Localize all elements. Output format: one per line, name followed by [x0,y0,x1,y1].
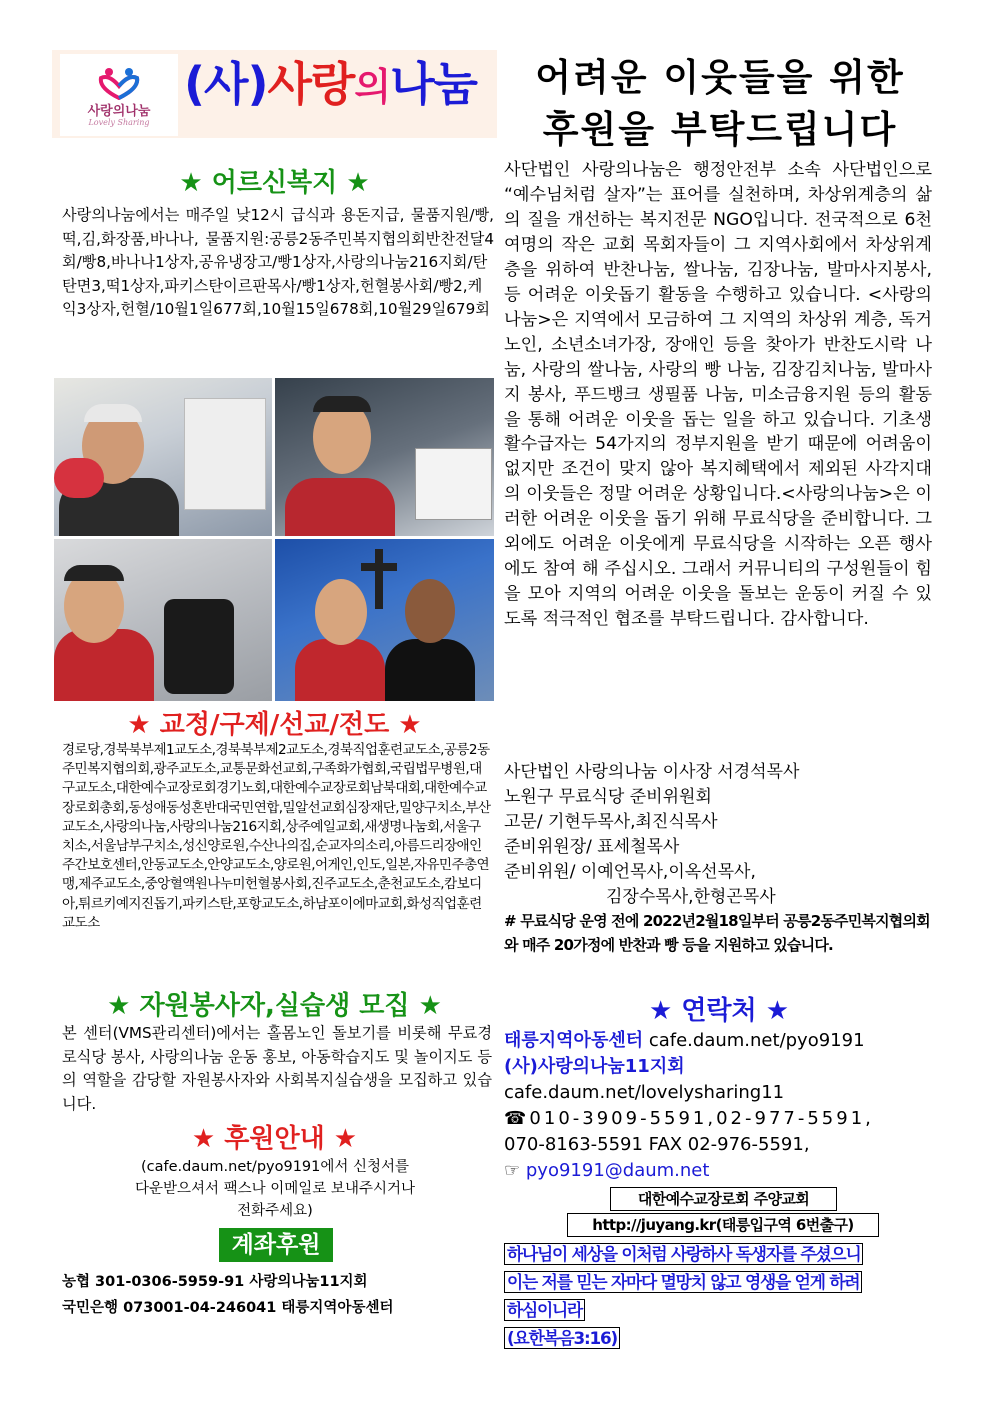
photo-delivery [275,378,494,536]
support-instructions [100,1156,450,1222]
star-icon: ★ [127,710,151,740]
bank-account-nonghyup: 농협 301-0306-5959-91 사랑의나눔11지회 [62,1274,368,1290]
org-prefix: (사) [184,57,268,111]
elder-welfare-heading [52,162,497,199]
note-text: # 무료식당 운영 전에 2022년2월18일부터 공릉2동주민복지협의회와 매주 20가정에 반찬과 빵 등을 지원하고 있습니다. [504,912,930,954]
church-name: 대한예수교장로회 주양교회 [610,1187,837,1211]
contact-center-name: 태릉지역아동센터 [504,1030,644,1051]
mission-text: 경로당,경북북부제1교도소,경북북부제2교도소,경북직업훈련교도소,공릉2동주민복지협의회,광주교도소,교통문화선교회,구족화가협회,국립법무병원,대구교도소,대한예수교장로회경기노회,대한예수교장로회남북대회,대한예수교장로회총회,동성애동성혼반대국민연합,밀알선교회심장재단,밀양구치소,부산교도소,사랑의나눔,사랑의나눔216지회,상주예일교회,새생명나눔회,서울구치소,서울남부구치소,성신양로원,수산나의집,순교자의소리,아름드리장애인주간보호센터,안동교도소,안양교도소,양로원,어게인,인도,일본,자유민주총연맹,제주교도소,중앙혈액원나누미헌혈봉사회,진주교도소,춘천교도소,캄보디아,튀르키예지진돕기,파키스탄,포항교도소,하남포이에마교회,화성직업훈련교도소 [62,742,491,931]
mission-heading [52,704,497,741]
photo-blood-donation [54,378,272,536]
star-icon: ★ [765,996,790,1026]
volunteer-text: 본 센터(VMS관리센터)에서는 홀몸노인 돌보기를 비롯해 무료경로식당 봉사, 사랑의나눔 운동 홍보, 아동학습지도 및 놀이지도 등의 역할을 감당할 자원봉사자와 사회복지실습생을 모집하고 있습니다. [62,1024,492,1113]
star-icon: ★ [333,1124,358,1154]
star-icon: ★ [191,1124,216,1154]
email-link[interactable]: pyo9191@daum.net [525,1160,710,1181]
intro-paragraph: 사단법인 사랑의나눔은 행정안전부 소속 사단법인으로 “예수님처럼 살자”는 표어를 실천하며, 차상위계층의 삶의 질을 개선하는 복지전문 NGO입니다. 전국적으로 6천여명의 작은 교회 목회자들이 그 지역사회에서 차상위계층을 위하여 반찬나눔, 쌀나눔, 김장나눔, 발마사지봉사,등 어려운 이웃돕기 활동을 수행하고 있습니다. <사랑의나눔>은 지역에서 모금하여 그 지역의 차상위 계층, 독거노인, 소년소녀가장, 장애인 등을 찾아가 반찬도시락 나눔, 사랑의 쌀나눔, 사랑의 빵 나눔, 김장김치나눔, 발마사지 봉사, 푸드뱅크 생필품 나눔, 미소금융지원 등의 활동을 통해 어려운 이웃을 돕는 일을 하고 있습니다. 기초생활수급자는 54가지의 정부지원을 받기 때문에 어려움이 없지만 조건이 맞지 않아 복지혜택에서 제외된 사각지대의 이웃들은 정말 어려운 상황입니다.<사랑의나눔>은 이러한 어려운 이웃을 돕기 위해 무료식당을 준비합니다. 그 외에도 어려운 이웃에게 무료식당을 시작하는 오픈 행사에도 참여 해 주십시오. 그래서 커뮤니티의 구성원들이 힘을 모아 지역의 어려운 이웃을 돌보는 운동이 커질 수 있도록 적극적인 협조를 부탁드립니다. 감사합니다. [504,160,932,630]
contact-title: 연락처 [681,996,757,1026]
account-support-label: 계좌후원 [219,1228,333,1262]
headline-line2: 후원을 부탁드립니다 [542,108,898,151]
contact-phones-fax: 070-8163-5591 FAX 02-976-5591, [504,1134,810,1155]
contact-center-url[interactable]: cafe.daum.net/pyo9191 [648,1030,865,1051]
church-url[interactable]: http://juyang.kr(태릉입구역 6번출구) [567,1213,879,1237]
star-icon: ★ [648,996,673,1026]
org-name-part2: 의 [354,65,391,109]
bank-account-kookmin: 국민은행 073001-04-246041 태릉지역아동센터 [62,1300,394,1316]
photo-church-visit [275,539,494,701]
volunteer-title: 자원봉사자,실습생 모집 [139,991,410,1021]
logo-text: 사랑의나눔 [87,104,151,119]
verse-reference: (요한복음3:16) [504,1327,620,1349]
org-title [184,54,477,117]
support-line1: (cafe.daum.net/pyo9191에서 신청서를 [140,1159,410,1175]
signature-chairman: 사단법인 사랑의나눔 이사장 서경석목사 [504,762,800,782]
star-icon: ★ [418,991,442,1021]
contact-branch-name: (사)사랑의나눔11지회 [504,1056,685,1077]
support-line2: 다운받으셔서 팩스나 이메일로 보내주시거나 [135,1181,415,1197]
star-icon: ★ [346,168,370,198]
elder-welfare-title: 어르신복지 [211,168,338,198]
org-name-part3: 나눔 [390,57,477,111]
volunteer-heading [52,985,497,1022]
support-line3: 전화주세요) [237,1203,313,1219]
headline-line1: 어려운 이웃들을 위한 [535,56,905,99]
contact-email [504,1158,709,1184]
pointing-hand-icon: ☞ [504,1160,521,1181]
verse-line1: 하나님이 세상을 이처럼 사랑하사 독생자를 주셨으니 [504,1243,863,1265]
logo-subtext: Lovely Sharing [88,118,150,127]
photo-food-bag [54,539,272,701]
signature-committee: 노원구 무료식당 준비위원회 [504,787,712,807]
support-title: 후원안내 [224,1124,325,1154]
headline [510,52,930,156]
bible-verse [504,1240,936,1352]
signature-members: 준비위원/ 이예언목사,이옥선목사, [504,862,756,882]
support-heading [52,1118,497,1155]
star-icon: ★ [179,168,203,198]
contact-phones: ☎010-3909-5591,02-977-5591, [504,1108,874,1129]
star-icon: ★ [107,991,131,1021]
elder-welfare-text: 사랑의나눔에서는 매주일 낮12시 급식과 용돈지급, 물품지원/빵,떡,김,화장품,바나나, 물품지원:공릉2동주민복지협의회반찬전달4회/빵8,바나나1상자,공유냉장고/빵1상자,사랑의나눔216지회/탄탄면3,떡1상자,파키스탄이르판목사/빵1상자,헌혈봉사회/빵2,케익3상자,헌혈/10월1일677회,10월15일678회,10월29일679회 [62,206,494,318]
verse-line2: 이는 저를 믿는 자마다 멸망치 않고 영생을 얻게 하려 [504,1271,862,1293]
contact-branch-url[interactable]: cafe.daum.net/lovelysharing11 [504,1082,785,1103]
mission-title: 교정/구제/선교/전도 [159,710,390,740]
signature-advisors: 고문/ 기현두목사,최진식목사 [504,812,718,832]
contact-heading [504,990,934,1027]
contact-center [504,1028,865,1054]
signature-members-cont: 김장수목사,한형곤목사 [606,887,776,907]
verse-line3: 하심이니라 [504,1299,585,1321]
org-name-part1: 사랑 [267,57,355,111]
heart-logo-icon [95,66,143,100]
phone-icon: ☎ [504,1108,530,1129]
signature-chair: 준비위원장/ 표세철목사 [504,837,680,857]
logo [60,54,178,136]
star-icon: ★ [398,710,422,740]
